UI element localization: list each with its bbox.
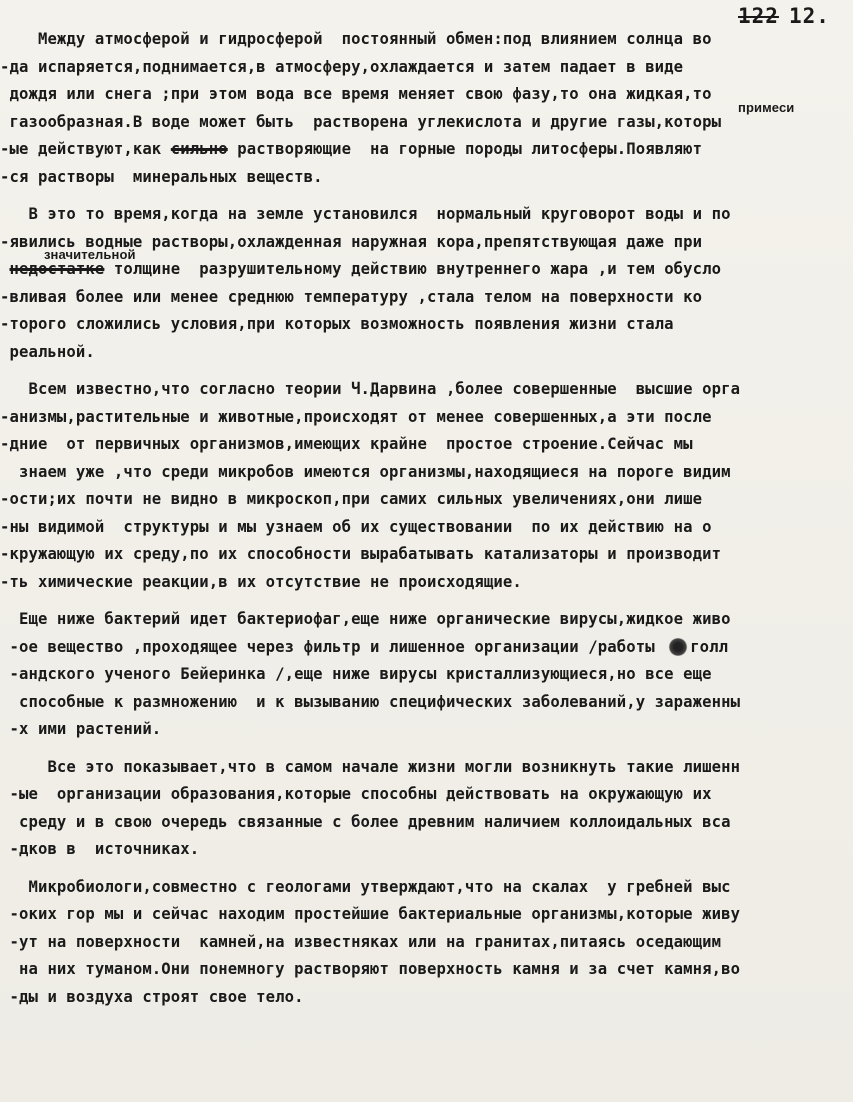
text-line: -ости;их почти не видно в микроскоп,при самих сильных увеличениях,они лише (0, 490, 703, 508)
text-line: реальной. (0, 342, 95, 361)
line-segment: среду и в свою очередь связанные с более древним наличием коллоидальных (0, 812, 703, 831)
text-line: -ды и воздуха строят свое тело. (0, 987, 304, 1006)
text-line: Микробиологи,совместно с геологами утверждают,что на скалах у гребней выс (0, 877, 731, 896)
text-line: способные к размножению и к вызыванию специфических заболеваний,у зараженны (0, 692, 741, 711)
text-line: дождя или снега ;при этом вода все время меняет свою фазу,то она жидкая,то (0, 85, 712, 103)
text-line (0, 136, 853, 164)
text-line: на них туманом.Они понемногу растворяют поверхность камня и за счет камня,во (0, 960, 741, 978)
text-line: -оких гор мы и сейчас находим простейшие бактериальные организмы,которые живу (0, 905, 741, 923)
text-line (0, 256, 853, 284)
text-line: -ые организации образования,которые способны действовать на окружающую их (0, 785, 712, 803)
text-line: -ны видимой структуры и мы узнаем об их существовании по их действию на о (0, 517, 712, 536)
line-segment: толщине разрушительному действию внутреннего жара ,и тем обусло (104, 260, 722, 278)
text-line: -дние от первичных организмов,имеющих крайне простое строение.Сейчас мы (0, 435, 693, 453)
text-line (0, 809, 853, 837)
text-line: газообразная.В воде может быть растворена углекислота и другие газы,которы (0, 112, 722, 131)
page-number (738, 4, 830, 28)
struck-page-number: 122 (738, 4, 779, 28)
text-line: -торого сложились условия,при которых возможность появления жизни стала (0, 315, 674, 333)
line-segment: -ое вещество ,проходящее через фильтр и лишенное организации /работы (0, 637, 665, 656)
text-line: -х ими растений. (0, 720, 162, 738)
struck-word: недостатке (9, 260, 105, 278)
text-line: Между атмосферой и гидросферой постоянный обмен:под влиянием солнца во (0, 30, 712, 48)
text-line: Всем известно,что согласно теории Ч.Дарвина ,более совершенные высшие орга (0, 380, 741, 398)
ink-blot-icon (668, 638, 688, 656)
page-number-value: 12. (788, 4, 830, 28)
text-line: -анизмы,растительные и животные,происходят от менее совершенных,а эти после (0, 407, 712, 426)
line-segment: растворяющие на горные породы литосферы.Появляют (227, 140, 703, 158)
insertion-text: значительной (44, 247, 136, 262)
text-line: -ут на поверхности камней,на известняках или на гранитах,питаясь оседающим (0, 932, 722, 951)
text-line: В это то время,когда на земле установился нормальный круговорот воды и по (0, 205, 731, 223)
text-line: -дков в источниках. (0, 840, 200, 858)
text-line: знаем уже ,что среди микробов имеются организмы,находящиеся на пороге видим (0, 462, 731, 481)
text-line: -вливая более или менее среднюю температуру ,стала телом на поверхности ко (0, 287, 703, 306)
text-line: -да испаряется,поднимается,в атмосферу,охлаждается и затем падает в виде (0, 57, 684, 76)
line-segment (0, 260, 10, 278)
text-line: -явились водные растворы,охлажденная наружная кора,препятствующая даже при (0, 232, 703, 251)
text-line: -ть химические реакции,в их отсутствие не происходящие. (0, 572, 522, 591)
insertion-text: примеси (738, 99, 795, 115)
text-line: -андского ученого Бейеринка /,еще ниже вирусы кристаллизующиеся,но все еще (0, 665, 712, 683)
text-line: Еще ниже бактерий идет бактериофаг,еще ниже органические вирусы,жидкое живо (0, 610, 731, 628)
line-segment: -ые действуют,как (0, 140, 171, 158)
text-line: -ся растворы минеральных веществ. (0, 167, 323, 186)
typed-text-block (0, 26, 853, 1011)
struck-word: сильно (170, 140, 228, 158)
line-segment: голл (690, 637, 729, 656)
text-line: Все это показывает,что в самом начале жизни могли возникнуть такие лишенн (0, 757, 741, 776)
line-segment: вса (702, 812, 731, 831)
text-line: -кружающую их среду,по их способности вырабатывать катализаторы и производит (0, 545, 722, 563)
text-line (0, 634, 853, 662)
